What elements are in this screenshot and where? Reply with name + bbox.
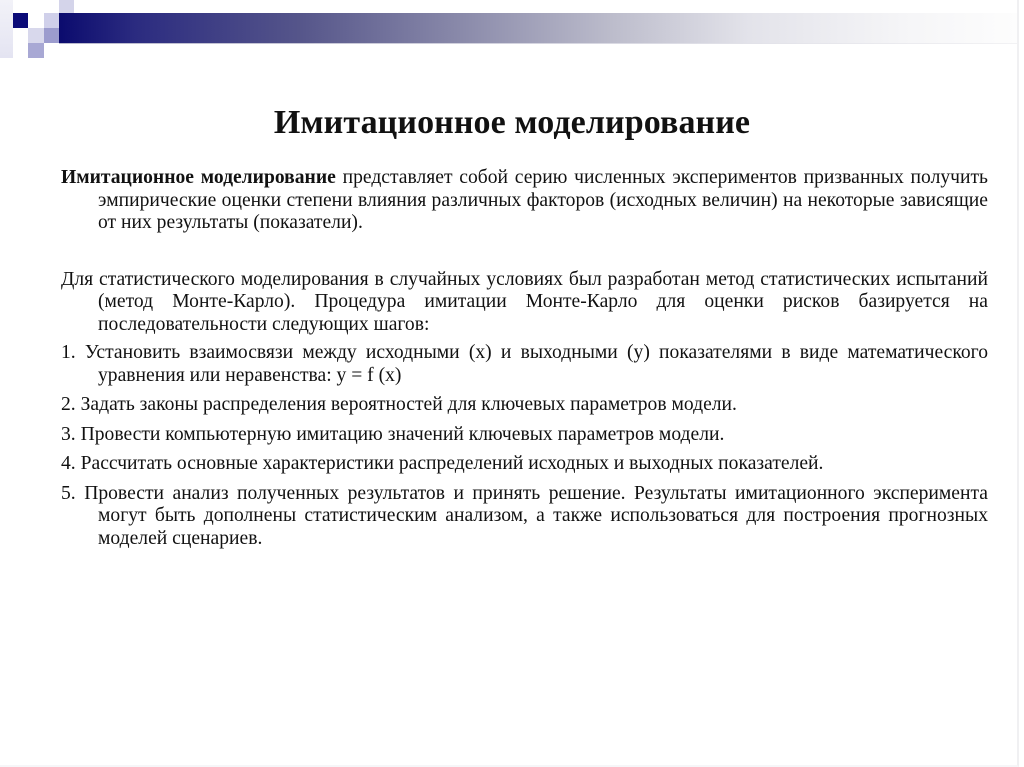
definition-text: представляет собой серию численных экспериментов призванных получить эмпирические оценки степени влияния различных факторов (исходных величин) на некоторые зависящие от них результаты (показатели). — [98, 167, 988, 233]
deco-square-light-1 — [44, 13, 59, 28]
slide-body — [61, 167, 988, 557]
slide-title: Имитационное моделирование — [273, 104, 751, 141]
header-decoration — [0, 0, 1017, 60]
definition-term: Имитационное моделирование — [61, 167, 336, 188]
deco-square-light-column — [0, 0, 13, 58]
deco-square-light-2 — [28, 28, 44, 43]
header-bar-edge — [59, 43, 1017, 44]
step-item-3: 3. Провести компьютерную имитацию значений ключевых параметров модели. — [61, 423, 725, 445]
paragraph-definition — [61, 167, 988, 235]
header-gradient-bar — [59, 13, 1017, 44]
deco-square-dark — [13, 13, 28, 28]
deco-square-top — [59, 0, 74, 13]
step-item-4: 4. Рассчитать основные характеристики распределений исходных и выходных показателей. — [61, 453, 824, 474]
deco-square-medium-3 — [28, 43, 44, 58]
step-item-2: 2. Задать законы распределения вероятностей для ключевых параметров модели. — [61, 394, 737, 415]
step-item-5: 5. Провести анализ полученных результатов и принять решение. Результаты имитационного эксперимента могут быть дополнены статистическим анализом, а также использоваться для построения прогнозных моделей сценариев. — [61, 482, 988, 549]
paragraph-monte-carlo: Для статистического моделирования в случайных условиях был разработан метод статистических испытаний (метод Монте-Карло). Процедура имитации Монте-Карло для оценки рисков базируется на последовательности следующих шагов: — [61, 268, 988, 335]
step-item-1: 1. Установить взаимосвязи между исходными (x) и выходными (y) показателями в виде математического уравнения или неравенства: y = f (x) — [61, 342, 988, 386]
deco-square-medium-2 — [44, 28, 59, 43]
steps-list — [61, 342, 988, 550]
